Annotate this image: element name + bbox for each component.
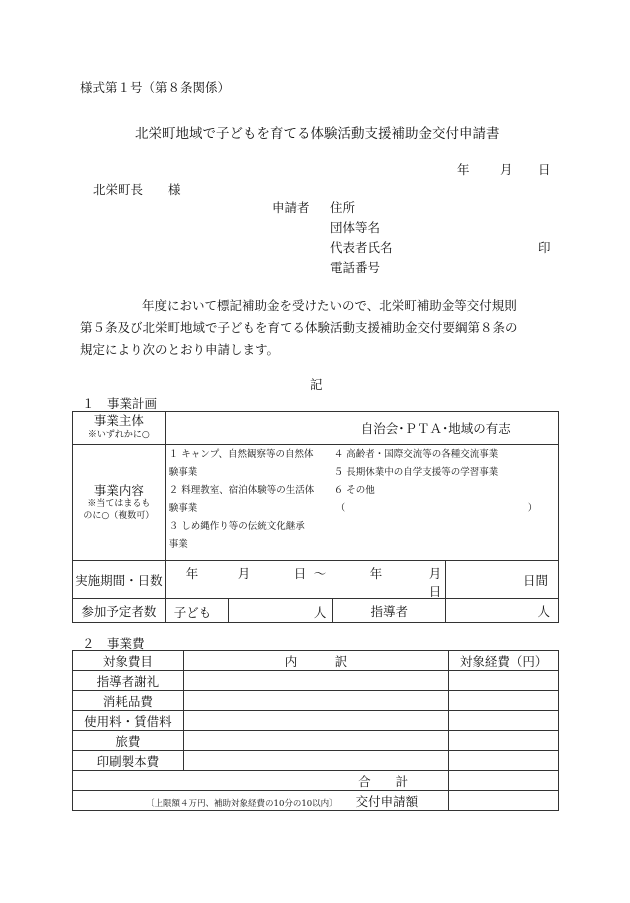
col-header-item: 対象費目 [73, 651, 184, 671]
children-unit: 人 [313, 605, 327, 620]
cost-row-detail [183, 711, 448, 731]
request-label: 交付申請額 [355, 793, 419, 809]
content-label: 事業内容 [93, 483, 144, 498]
cost-row-amount [449, 671, 559, 691]
cost-table [72, 650, 559, 811]
content-item-1-cont: 験事業 [168, 467, 198, 478]
section1-heading: １ 事業計画 [82, 396, 158, 411]
period-day-2: 日 [428, 584, 442, 599]
date-month-label: 月 [500, 162, 513, 177]
plan-table [72, 411, 559, 623]
content-item-1: １ キャンプ、自然観察等の自然体 [168, 449, 314, 460]
cost-row-detail [183, 691, 448, 711]
applicant-org-label: 団体等名 [330, 220, 381, 235]
applicant-label: 申請者 [272, 200, 310, 215]
entity-label-cell [73, 412, 166, 445]
applicant-rep-label: 代表者氏名 [330, 240, 393, 255]
period-days: 日間 [446, 561, 559, 599]
children-label: 子ども [173, 605, 212, 620]
content-note-2: のに○（複数可） [83, 511, 155, 521]
ki-heading: 記 [310, 377, 323, 392]
period-cell [165, 561, 445, 599]
period-year-1: 年 [185, 566, 199, 581]
cost-row-amount [449, 751, 559, 771]
paren-close: ） [527, 503, 538, 514]
leaders-label: 指導者 [333, 599, 446, 623]
cost-row-label: 指導者謝礼 [73, 671, 184, 691]
cost-row-label: 印刷製本費 [73, 751, 184, 771]
period-month-1: 月 [237, 566, 251, 581]
date-year-label: 年 [457, 162, 470, 177]
col-header-detail: 内 訳 [183, 651, 448, 671]
cost-row-amount [449, 691, 559, 711]
total-amount [449, 771, 559, 791]
period-label: 実施期間・日数 [73, 561, 166, 599]
content-item-5: ５ 長期休業中の自学支援等の学習事業 [333, 467, 499, 478]
period-year-2: 年 [369, 566, 383, 581]
cost-row-detail [183, 751, 448, 771]
content-items-left [169, 446, 334, 554]
content-item-2: ２ 料理教室、宿泊体験等の生活体 [168, 485, 315, 496]
content-items-cell [165, 445, 558, 561]
limit-note: 〔上限額４万円、補助対象経費の10分の10以内〕 [146, 798, 338, 809]
cost-row-amount [449, 711, 559, 731]
request-amount [449, 791, 559, 811]
seal-mark: 印 [538, 240, 551, 255]
entity-label: 事業主体 [93, 413, 144, 428]
content-item-3: ３ しめ縄作り等の伝統文化継承 [168, 521, 305, 532]
content-item-other-paren [334, 500, 544, 518]
content-item-6: ６ その他 [333, 485, 375, 496]
content-item-3-cont: 事業 [168, 539, 188, 550]
request-cell [73, 791, 449, 811]
body-line-3: 規定により次のとおり申請します。 [80, 342, 280, 357]
cost-row-detail [183, 731, 448, 751]
period-day-1: 日 [293, 566, 307, 581]
cost-row-label: 消耗品費 [73, 691, 184, 711]
body-line-2: 第５条及び北栄町地域で子どもを育てる体験活動支援補助金交付要綱第８条の [80, 320, 518, 335]
section2-heading: ２ 事業費 [82, 636, 145, 651]
content-item-2-cont: 験事業 [168, 503, 198, 514]
content-label-cell [73, 445, 166, 561]
period-tilde: 〜 [313, 566, 327, 581]
form-number: 様式第１号（第８条関係） [80, 80, 231, 95]
cost-row-label: 使用料・賃借料 [73, 711, 184, 731]
cost-row-amount [449, 731, 559, 751]
date-day-label: 日 [538, 162, 551, 177]
children-cell [165, 599, 333, 623]
children-divider [228, 599, 229, 623]
page-title: 北栄町地域で子どもを育てる体験活動支援補助金交付申請書 [135, 126, 500, 142]
content-note-1: ※当てはまるも [87, 499, 151, 509]
participants-label: 参加予定者数 [73, 599, 166, 623]
total-label: 合 計 [73, 771, 449, 791]
addressee: 北栄町長 様 [93, 182, 181, 197]
content-item-4: ４ 高齢者・国際交流等の各種交流事業 [333, 449, 499, 460]
cost-row-detail [183, 671, 448, 691]
body-line-1: 年度において標記補助金を受けたいので、北栄町補助金等交付規則 [142, 298, 517, 313]
applicant-phone-label: 電話番号 [330, 260, 381, 275]
period-month-2: 月 [428, 566, 442, 581]
cost-row-label: 旅費 [73, 731, 184, 751]
paren-open: （ [335, 503, 346, 514]
leaders-unit: 人 [446, 599, 559, 623]
col-header-amount: 対象経費（円） [449, 651, 559, 671]
applicant-address-label: 住所 [330, 200, 356, 215]
entity-value: 自治会･ＰＴＡ･地域の有志 [165, 412, 558, 445]
entity-note: ※いずれかに○ [87, 430, 150, 440]
content-items-right [334, 446, 544, 518]
